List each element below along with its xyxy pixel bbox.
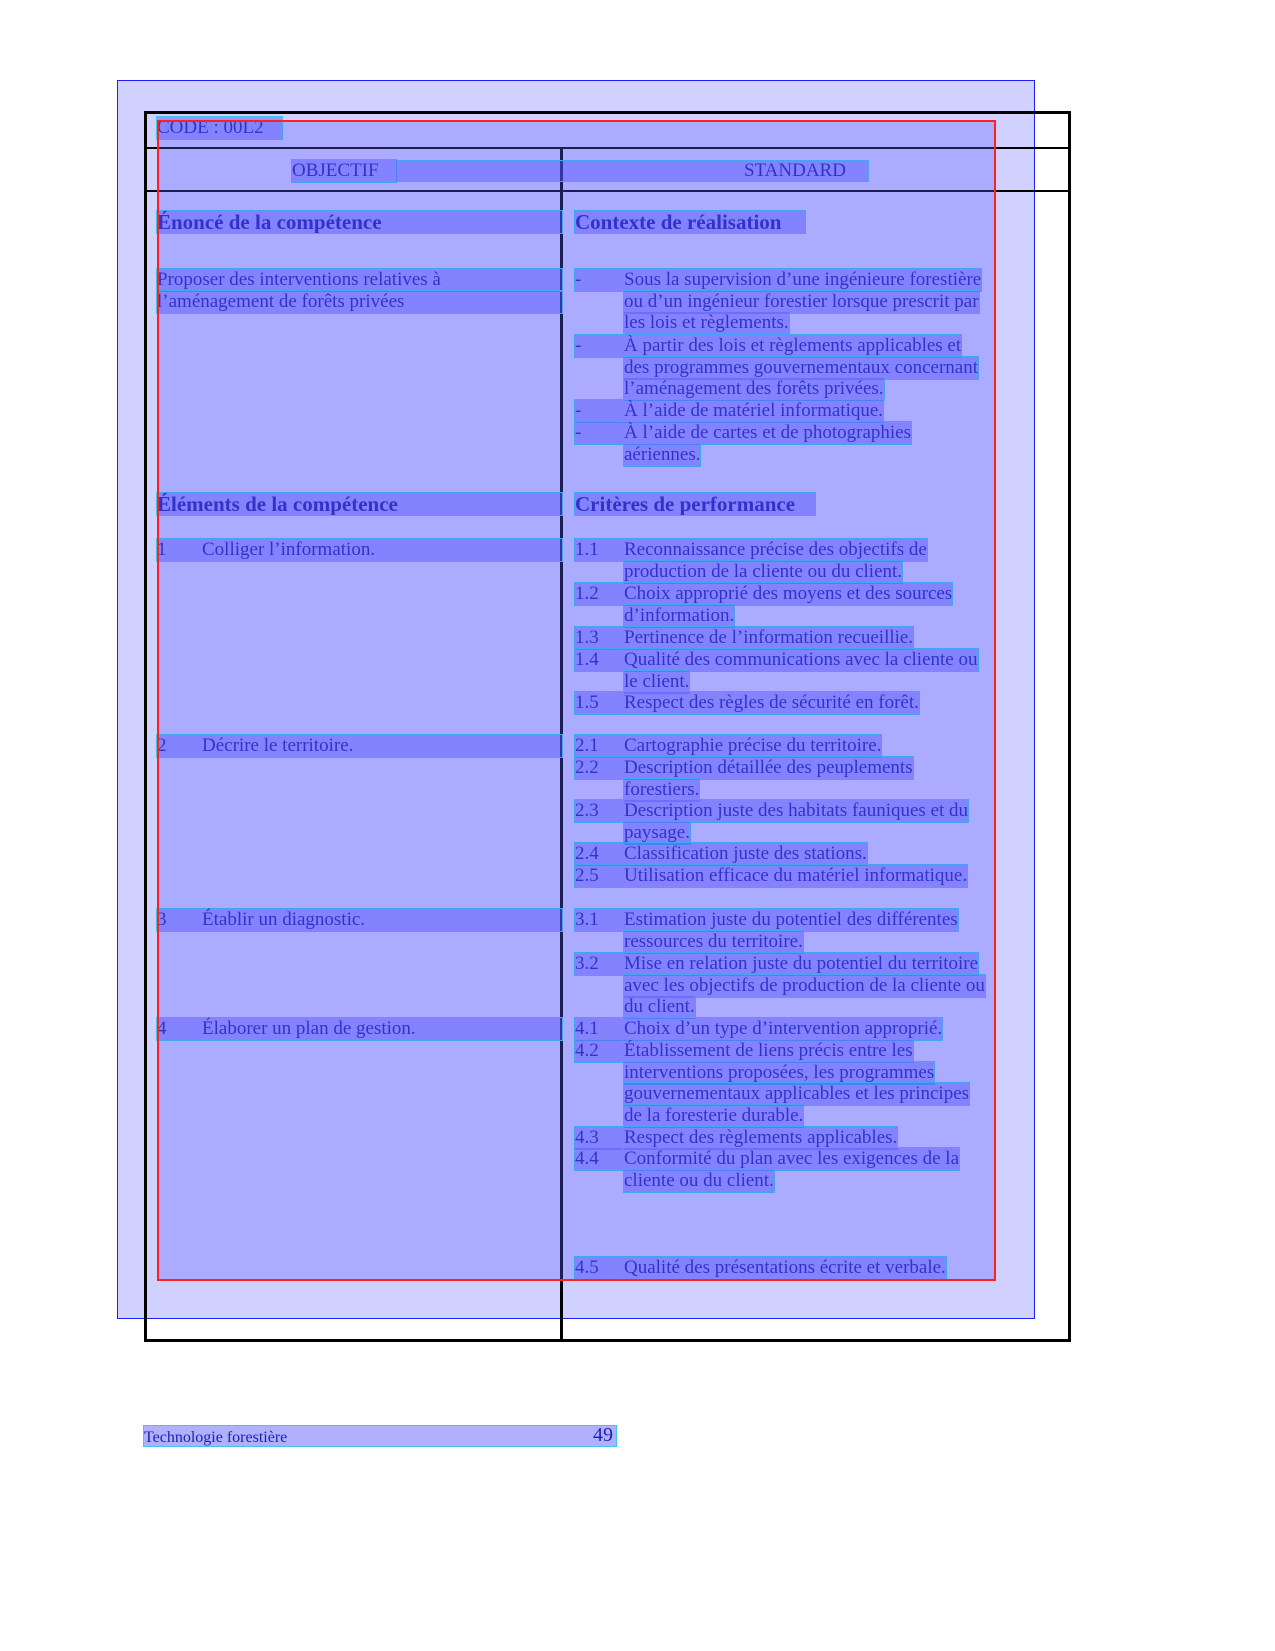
criteres-title: Critères de performance [575, 493, 815, 515]
element-4-num: 4 [157, 1018, 562, 1040]
critere-line: avec les objectifs de production de la cliente ou [624, 974, 985, 996]
critere-line: forestiers. [624, 778, 700, 800]
critere-number: 2.5 [575, 865, 623, 887]
contexte-bullet: - [575, 269, 623, 291]
critere-number: 4.1 [575, 1018, 623, 1040]
table-border-left [144, 111, 147, 1342]
contexte-line: À l’aide de matériel informatique. [624, 400, 884, 421]
critere-line: Classification juste des stations. [624, 843, 867, 864]
contexte-bullet: - [575, 400, 623, 422]
table-border-top [144, 111, 1071, 114]
critere-line: gouvernementaux applicables et les principes [624, 1083, 970, 1105]
contexte-line: des programmes gouvernementaux concernant [624, 356, 979, 378]
critere-line: Description détaillée des peuplements [624, 757, 913, 778]
contexte-line: Sous la supervision d’une ingénieure forestière [624, 269, 982, 290]
standard-header: STANDARD [744, 160, 846, 181]
footer-title: Technologie forestière [144, 1429, 288, 1446]
critere-number: 1.3 [575, 627, 623, 649]
critere-number: 1.5 [575, 692, 623, 714]
table-border-bottom [144, 1339, 1071, 1342]
element-1-text: Colliger l’information. [202, 539, 376, 560]
critere-line: le client. [624, 670, 690, 692]
critere-line: Reconnaissance précise des objectifs de [624, 539, 927, 560]
critere-line: ressources du territoire. [624, 930, 803, 952]
critere-line: Utilisation efficace du matériel informatique. [624, 865, 968, 886]
objectif-header: OBJECTIF [292, 160, 396, 182]
critere-number: 2.4 [575, 843, 623, 865]
critere-line: Établissement de liens précis entre les [624, 1040, 913, 1061]
critere-line: Qualité des présentations écrite et verbale. [624, 1257, 946, 1278]
critere-line: de la foresterie durable. [624, 1105, 804, 1127]
element-4-text: Élaborer un plan de gestion. [202, 1018, 416, 1039]
critere-line: du client. [624, 996, 695, 1018]
critere-number: 3.1 [575, 909, 623, 931]
critere-number: 4.2 [575, 1040, 623, 1062]
critere-number: 4.5 [575, 1257, 623, 1279]
element-1-num: 1 [157, 539, 562, 561]
critere-line: Pertinence de l’information recueillie. [624, 627, 914, 648]
critere-number: 2.3 [575, 800, 623, 822]
contexte-line: ou d’un ingénieur forestier lorsque prescrit par [624, 290, 979, 312]
elements-title: Éléments de la compétence [157, 493, 562, 515]
critere-number: 4.3 [575, 1127, 623, 1149]
contexte-bullet: - [575, 335, 623, 357]
critere-line: d’information. [624, 604, 735, 626]
element-3-num: 3 [157, 909, 562, 931]
critere-line: cliente ou du client. [624, 1169, 774, 1191]
element-2-text: Décrire le territoire. [202, 735, 354, 756]
critere-number: 2.1 [575, 735, 623, 757]
critere-line: Respect des règles de sécurité en forêt. [624, 692, 919, 713]
table-border-right [1068, 111, 1071, 1342]
enonce-line-2: l’aménagement de forêts privées [157, 291, 562, 313]
critere-number: 1.1 [575, 539, 623, 561]
critere-line: Description juste des habitats fauniques et du [624, 800, 969, 821]
enonce-title: Énoncé de la compétence [157, 211, 562, 233]
critere-line: Estimation juste du potentiel des différentes [624, 909, 958, 930]
contexte-title: Contexte de réalisation [575, 211, 805, 233]
contexte-line: les lois et règlements. [624, 312, 789, 334]
critere-line: Qualité des communications avec la cliente ou [624, 649, 978, 670]
critere-line: interventions proposées, les programmes [624, 1061, 935, 1083]
contexte-line: l’aménagement des forêts privées. [624, 378, 884, 400]
critere-number: 2.2 [575, 757, 623, 779]
contexte-line: À partir des lois et règlements applicables et [624, 335, 962, 356]
contexte-line: À l’aide de cartes et de photographies [624, 422, 911, 443]
element-2-num: 2 [157, 735, 562, 757]
critere-number: 3.2 [575, 953, 623, 975]
critere-line: Cartographie précise du territoire. [624, 735, 882, 756]
critere-number: 1.4 [575, 649, 623, 671]
footer-page-number: 49 [593, 1424, 613, 1446]
critere-line: Choix d’un type d’intervention approprié. [624, 1018, 943, 1039]
critere-line: Choix approprié des moyens et des sources [624, 583, 953, 604]
critere-line: production de la cliente ou du client. [624, 560, 903, 582]
critere-number: 1.2 [575, 583, 623, 605]
enonce-line-1: Proposer des interventions relatives à [157, 269, 562, 291]
critere-line: paysage. [624, 821, 690, 843]
critere-line: Conformité du plan avec les exigences de la [624, 1148, 960, 1169]
contexte-bullet: - [575, 422, 623, 444]
contexte-line: aériennes. [624, 443, 701, 465]
code-label: CODE : 00L2 [157, 117, 282, 139]
content-region-box [157, 120, 996, 1281]
critere-number: 4.4 [575, 1148, 623, 1170]
element-3-text: Établir un diagnostic. [202, 909, 366, 930]
critere-line: Mise en relation juste du potentiel du territoire [624, 953, 979, 974]
critere-line: Respect des règlements applicables. [624, 1127, 898, 1148]
